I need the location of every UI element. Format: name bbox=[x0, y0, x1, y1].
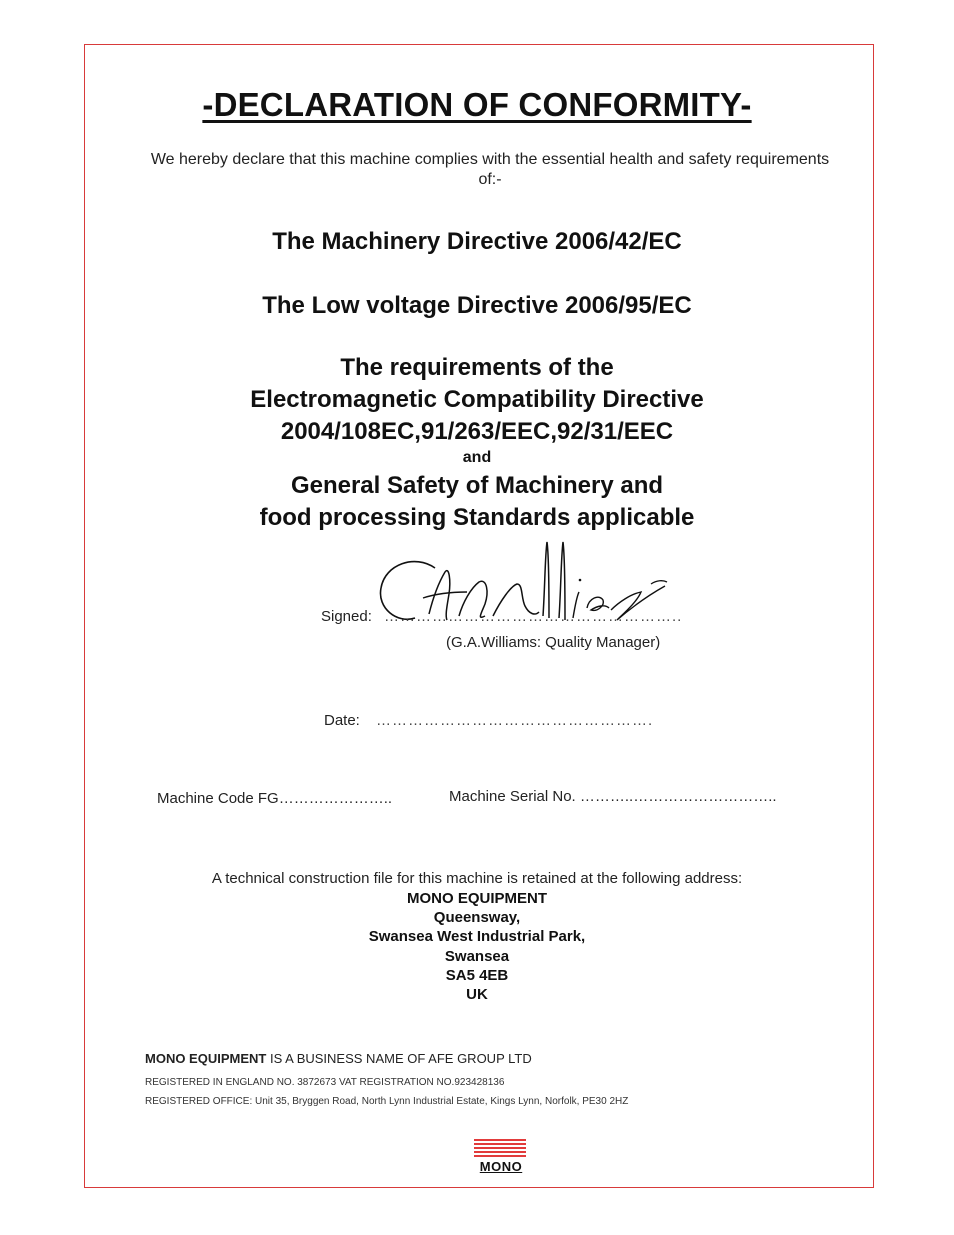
address-line: Queensway, bbox=[433, 909, 521, 927]
logo-stripe bbox=[474, 1155, 526, 1157]
and-connector: and bbox=[462, 449, 492, 466]
general-safety-standards bbox=[0, 470, 954, 534]
general-line-2: food processing Standards applicable bbox=[259, 504, 695, 531]
date-line: ……………………………………………. bbox=[376, 712, 654, 729]
logo-stripe bbox=[474, 1151, 526, 1153]
company-address bbox=[0, 889, 954, 1004]
emc-line-1: The requirements of the bbox=[340, 354, 614, 381]
logo-stripe bbox=[474, 1143, 526, 1145]
footer-business-name bbox=[145, 1051, 532, 1066]
machinery-directive: The Machinery Directive 2006/42/EC bbox=[272, 228, 682, 255]
page-title: -DECLARATION OF CONFORMITY- bbox=[202, 86, 752, 123]
machine-code-field: Machine Code FG………………….. bbox=[157, 790, 393, 807]
emc-directive bbox=[0, 352, 954, 448]
address-line: Swansea bbox=[444, 947, 510, 965]
mono-logo bbox=[474, 1139, 528, 1179]
machine-serial-field: Machine Serial No. ………..……………………….. bbox=[449, 788, 777, 805]
signer-name: (G.A.Williams: Quality Manager) bbox=[446, 634, 661, 651]
date-label: Date: bbox=[324, 712, 360, 729]
address-line: MONO EQUIPMENT bbox=[406, 890, 547, 907]
signed-label: Signed: bbox=[321, 608, 372, 625]
footer-company: MONO EQUIPMENT bbox=[145, 1051, 267, 1066]
address-line: Swansea West Industrial Park, bbox=[368, 928, 586, 946]
low-voltage-directive: The Low voltage Directive 2006/95/EC bbox=[262, 292, 692, 319]
logo-stripe bbox=[474, 1147, 526, 1149]
footer-registered-office: REGISTERED OFFICE: Unit 35, Bryggen Road, North Lynn Industrial Estate, Kings Lynn, Norfolk, PE30 2HZ bbox=[145, 1096, 629, 1107]
address-line: UK bbox=[466, 986, 488, 1004]
emc-line-3: 2004/108EC,91/263/EEC,92/31/EEC bbox=[280, 418, 674, 445]
emc-line-2: Electromagnetic Compatibility Directive bbox=[250, 386, 704, 413]
signature-line: ……………………………………………….. bbox=[384, 608, 683, 625]
general-line-1: General Safety of Machinery and bbox=[290, 472, 664, 499]
footer-registration: REGISTERED IN ENGLAND NO. 3872673 VAT REGISTRATION NO.923428136 bbox=[145, 1077, 505, 1088]
footer-business-text: IS A BUSINESS NAME OF AFE GROUP LTD bbox=[266, 1051, 532, 1066]
logo-stripe bbox=[474, 1139, 526, 1141]
address-line: SA5 4EB bbox=[445, 966, 509, 984]
intro-statement: We hereby declare that this machine complies with the essential health and safety requirements of:- bbox=[150, 151, 830, 188]
technical-file-statement: A technical construction file for this machine is retained at the following address: bbox=[211, 870, 743, 887]
logo-text: MONO bbox=[479, 1159, 523, 1174]
